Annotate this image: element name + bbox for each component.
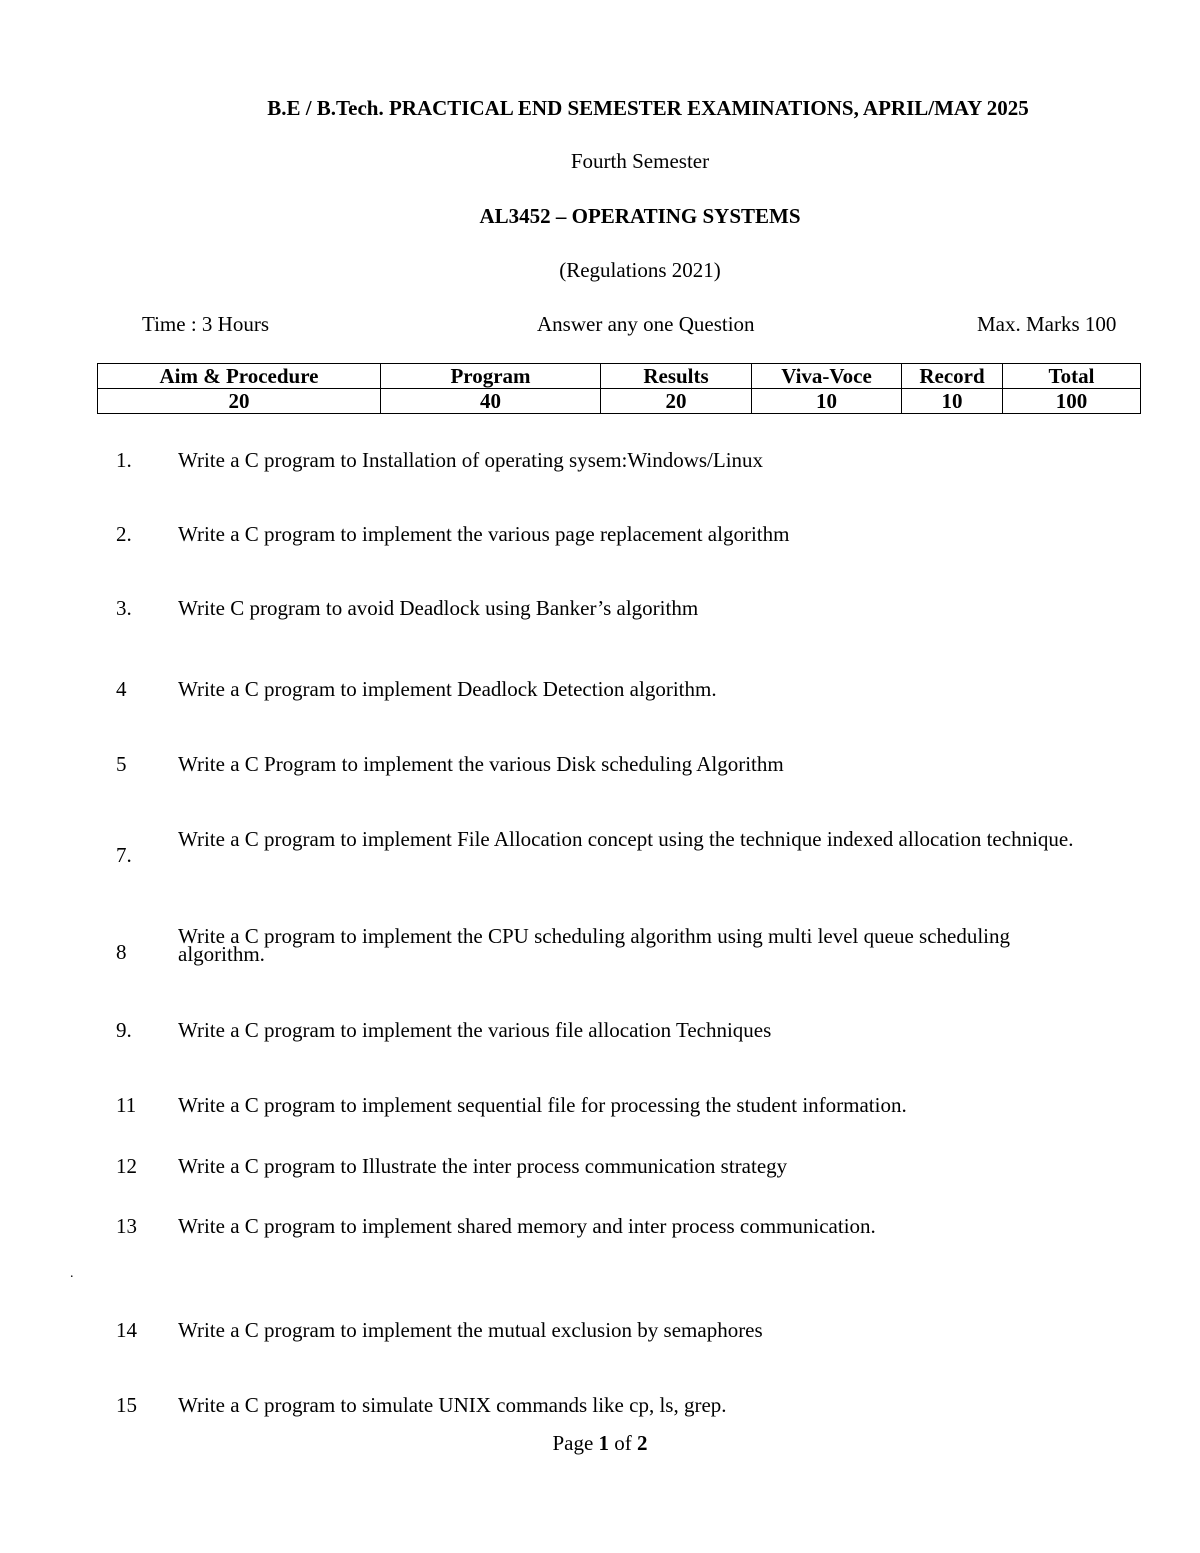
question-number: 7. xyxy=(116,843,132,867)
marks-value-row xyxy=(98,389,1141,414)
marks-value-cell: 100 xyxy=(1003,389,1141,414)
question-text: Write a C program to implement the CPU scheduling algorithm using multi level queue scheduling algorithm. xyxy=(178,924,1011,966)
question-number: 4 xyxy=(116,677,127,701)
page-word: Page xyxy=(552,1431,594,1455)
marks-header-cell: Program xyxy=(381,364,601,389)
marks-value-cell: 10 xyxy=(752,389,902,414)
marks-header-cell: Viva-Voce xyxy=(752,364,902,389)
course-title: AL3452 – OPERATING SYSTEMS xyxy=(479,204,801,228)
current-page: 1 xyxy=(598,1431,610,1455)
question-text: Write a C program to implement Deadlock Detection algorithm. xyxy=(178,677,717,701)
question-text: Write a C program to implement sequential file for processing the student information. xyxy=(178,1093,907,1117)
question-text: Write a C program to Illustrate the inter process communication strategy xyxy=(178,1154,788,1178)
question-text: Write a C program to implement File Allocation concept using the technique indexed allocation technique. xyxy=(178,827,1074,851)
marks-header-cell: Total xyxy=(1003,364,1141,389)
question-text: Write a C program to implement the various page replacement algorithm xyxy=(178,522,790,546)
question-text: Write a C program to simulate UNIX commands like cp, ls, grep. xyxy=(178,1393,727,1417)
question-number: 15 xyxy=(116,1393,137,1417)
question-text: Write a C program to Installation of operating sysem:Windows/Linux xyxy=(178,448,764,472)
regulations: (Regulations 2021) xyxy=(559,258,721,282)
marks-header-row xyxy=(98,364,1141,389)
page-footer xyxy=(0,1430,1200,1456)
marks-header-cell: Results xyxy=(601,364,752,389)
stray-mark: . xyxy=(70,1266,74,1281)
marks-header-cell: Record xyxy=(902,364,1003,389)
question-number: 3. xyxy=(116,596,132,620)
marks-value-cell: 10 xyxy=(902,389,1003,414)
marks-header-cell: Aim & Procedure xyxy=(98,364,381,389)
max-marks: Max. Marks 100 xyxy=(977,312,1117,336)
question-number: 12 xyxy=(116,1154,137,1178)
semester: Fourth Semester xyxy=(570,149,710,173)
question-number: 9. xyxy=(116,1018,132,1042)
question-text: Write a C Program to implement the various Disk scheduling Algorithm xyxy=(178,752,784,776)
question-text: Write C program to avoid Deadlock using Banker’s algorithm xyxy=(178,596,699,620)
exam-title: B.E / B.Tech. PRACTICAL END SEMESTER EXAMINATIONS, APRIL/MAY 2025 xyxy=(267,96,1029,120)
instruction: Answer any one Question xyxy=(537,312,755,336)
question-number: 13 xyxy=(116,1214,137,1238)
marks-value-cell: 20 xyxy=(601,389,752,414)
question-number: 5 xyxy=(116,752,127,776)
time-duration: Time : 3 Hours xyxy=(142,312,269,336)
question-number: 1. xyxy=(116,448,132,472)
question-number: 14 xyxy=(116,1318,137,1342)
question-text: Write a C program to implement the mutual exclusion by semaphores xyxy=(178,1318,763,1342)
marks-value-cell: 40 xyxy=(381,389,601,414)
question-text: Write a C program to implement the various file allocation Techniques xyxy=(178,1018,772,1042)
marks-table xyxy=(97,363,1141,414)
marks-value-cell: 20 xyxy=(98,389,381,414)
question-number: 2. xyxy=(116,522,132,546)
question-number: 8 xyxy=(116,940,127,964)
of-word: of xyxy=(614,1431,632,1455)
total-pages: 2 xyxy=(637,1431,648,1455)
question-number: 11 xyxy=(116,1093,137,1117)
question-text: Write a C program to implement shared memory and inter process communication. xyxy=(178,1214,876,1238)
